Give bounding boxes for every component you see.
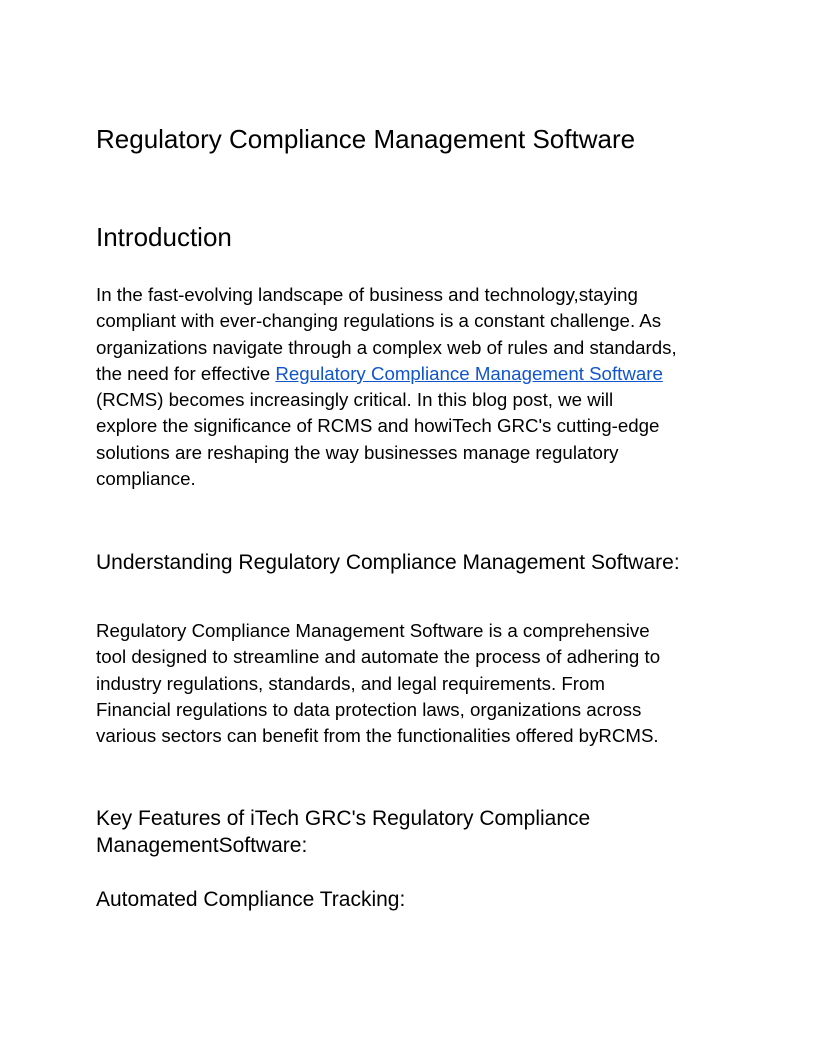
heading-line: ManagementSoftware: [96, 834, 308, 857]
paragraph-line: Financial regulations to data protection laws, organizations across [96, 698, 642, 720]
heading-understanding: Understanding Regulatory Compliance Management Software: [96, 551, 680, 574]
paragraph-line: various sectors can benefit from the functionalities offered byRCMS. [96, 725, 659, 747]
rcms-link[interactable]: Regulatory Compliance Management Software [275, 362, 663, 384]
paragraph-line: explore the significance of RCMS and howiTech GRC's cutting-edge [96, 415, 660, 437]
paragraph-line: solutions are reshaping the way businesses manage regulatory [96, 441, 619, 463]
paragraph-line: industry regulations, standards, and legal requirements. From [96, 672, 605, 694]
paragraph-line: organizations navigate through a complex web of rules and standards, [96, 336, 677, 358]
paragraph-line: In the fast-evolving landscape of business and technology,staying [96, 284, 638, 305]
intro-paragraph [96, 282, 677, 492]
paragraph-line: tool designed to streamline and automate the process of adhering to [96, 646, 661, 668]
heading-key-features [96, 805, 590, 859]
paragraph-line: (RCMS) becomes increasingly critical. In this blog post, we will [96, 389, 614, 411]
understanding-paragraph [96, 618, 660, 749]
paragraph-line-text: the need for effective [96, 362, 276, 384]
heading-line: Key Features of iTech GRC's Regulatory Compliance [96, 807, 591, 830]
heading-automated-tracking: Automated Compliance Tracking: [96, 888, 406, 911]
paragraph-line: compliant with ever-changing regulations is a constant challenge. As [96, 310, 662, 332]
paragraph-line [96, 361, 677, 387]
heading-introduction: Introduction [96, 222, 232, 252]
paragraph-line: compliance. [96, 468, 196, 490]
document-title: Regulatory Compliance Management Software [96, 124, 636, 154]
paragraph-line: Regulatory Compliance Management Software is a comprehensive [96, 620, 650, 641]
